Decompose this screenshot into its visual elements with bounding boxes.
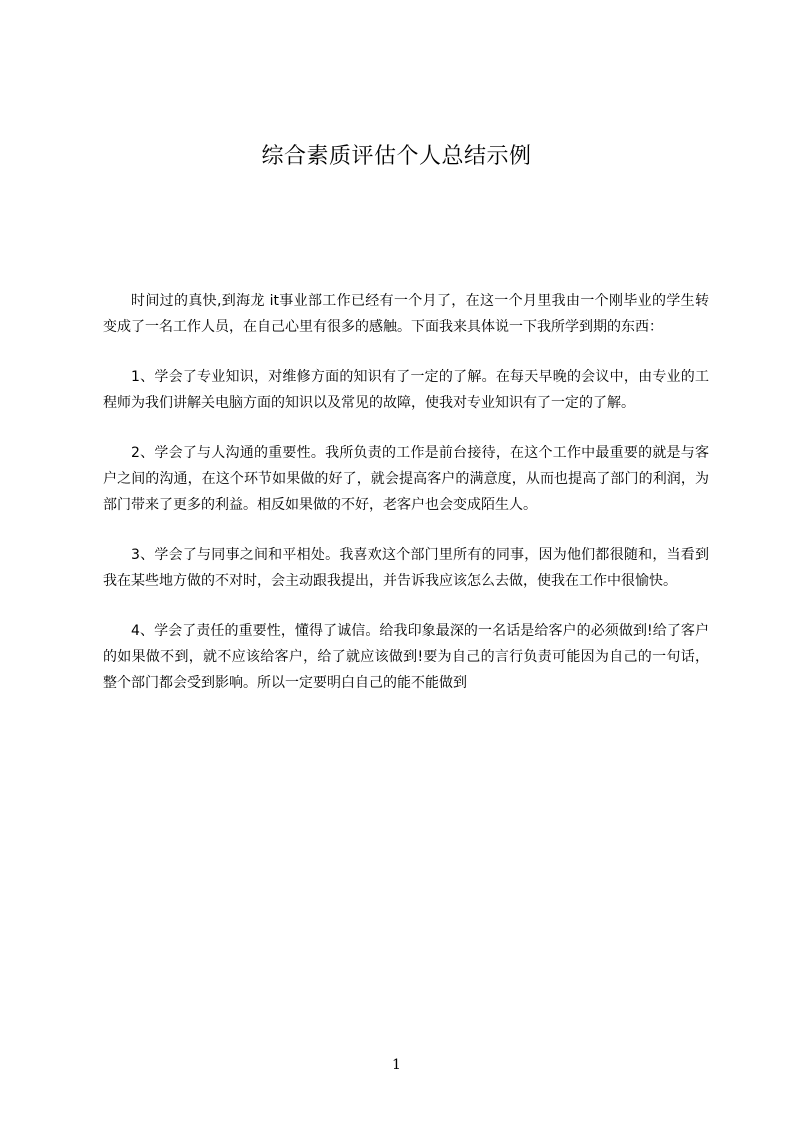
- paragraph-item-4: 4、学会了责任的重要性，懂得了诚信。给我印象最深的一名话是给客户的必须做到!给了客户的如果做不到，就不应该给客户，给了就应该做到!要为自己的言行负责可能因为自己的一句话，整个部门都会受到影响。所以一定要明白自己的能不能做到: [103, 623, 709, 691]
- paragraph-intro: 时间过的真快,到海龙 it事业部工作已经有一个月了，在这一个月里我由一个刚毕业的学生转变成了一名工作人员，在自己心里有很多的感触。下面我来具体说一下我所学到期的东西：: [103, 293, 709, 335]
- paragraph-item-3: 3、学会了与同事之间和平相处。我喜欢这个部门里所有的同事，因为他们都很随和，当看到我在某些地方做的不对时，会主动跟我提出，并告诉我应该怎么去做，使我在工作中很愉快。: [103, 547, 709, 589]
- paragraph-item-2: 2、学会了与人沟通的重要性。我所负责的工作是前台接待，在这个工作中最重要的就是与客户之间的沟通，在这个环节如果做的好了，就会提高客户的满意度，从而也提高了部门的利润，为部门带来了更多的利益。相反如果做的不好，老客户也会变成陌生人。: [103, 445, 709, 513]
- page-number: 1: [392, 1057, 401, 1073]
- document-body: [103, 288, 709, 720]
- paragraph-item-1: 1、学会了专业知识，对维修方面的知识有了一定的了解。在每天早晚的会议中，由专业的工程师为我们讲解关电脑方面的知识以及常见的故障，使我对专业知识有了一定的了解。: [103, 369, 709, 411]
- document-title: 综合素质评估个人总结示例: [261, 144, 532, 169]
